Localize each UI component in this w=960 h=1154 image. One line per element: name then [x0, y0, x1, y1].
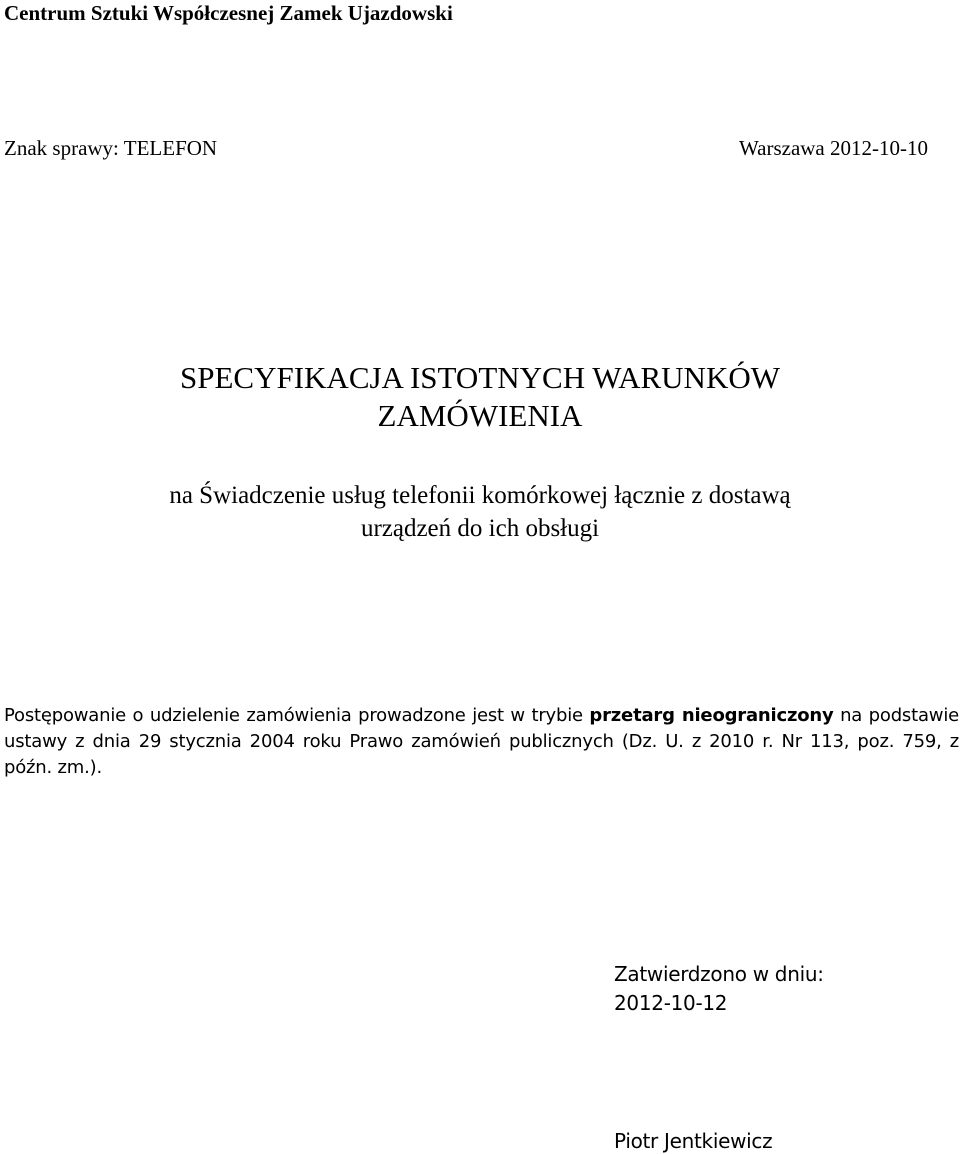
document-title — [0, 359, 960, 435]
document-title-line-2: ZAMÓWIENIA — [377, 398, 583, 433]
document-subtitle — [0, 479, 960, 545]
document-subtitle-line-1: na Świadczenie usług telefonii komórkowej łącznie z dostawą — [169, 482, 791, 509]
procedure-mode: przetarg nieograniczony — [589, 705, 834, 726]
procedure-text-after: na podstawie ustawy z dnia 29 stycznia 2004 roku Prawo zamówień publicznych (Dz. U. z 2010 r. Nr 113, poz. 759, z późn. zm.). — [4, 705, 959, 778]
organization-name: Centrum Sztuki Współczesnej Zamek Ujazdowski — [4, 1, 453, 25]
document-subtitle-line-2: urządzeń do ich obsługi — [360, 515, 600, 542]
document-title-line-1: SPECYFIKACJA ISTOTNYCH WARUNKÓW — [180, 360, 780, 395]
approval-label: Zatwierdzono w dniu: — [614, 962, 824, 986]
signatory-name: Piotr Jentkiewicz — [614, 1129, 773, 1153]
procedure-paragraph — [4, 703, 959, 781]
procedure-text-before: Postępowanie o udzielenie zamówienia prowadzone jest w trybie — [4, 705, 590, 726]
approval-date: 2012-10-12 — [614, 991, 728, 1015]
case-reference: Znak sprawy: TELEFON — [4, 136, 218, 160]
place-and-date: Warszawa 2012-10-10 — [739, 136, 928, 160]
